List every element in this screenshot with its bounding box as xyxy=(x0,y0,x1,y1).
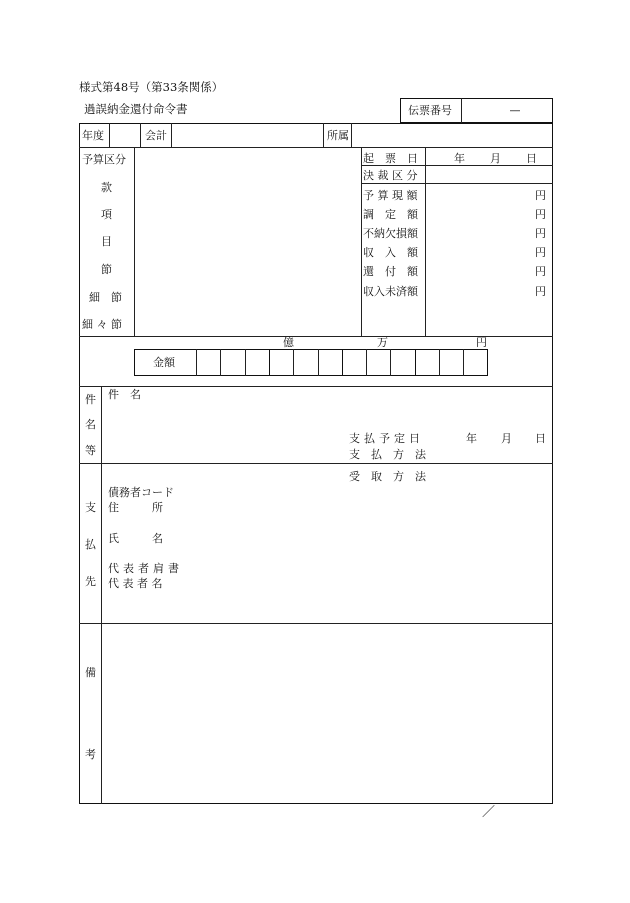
remarks-side-1: 備 xyxy=(85,666,96,679)
amount-row-unit: 円 xyxy=(535,227,546,240)
account-label: 会計 xyxy=(145,129,167,142)
subject-side-3: 等 xyxy=(85,444,96,457)
amount-label: 金額 xyxy=(153,356,175,369)
amount-row-unit: 円 xyxy=(535,189,546,202)
unit-oku: 億 xyxy=(283,336,294,349)
subject-side-2: 名 xyxy=(85,418,96,431)
payee-side-1: 支 xyxy=(85,501,96,514)
pay-year: 年 xyxy=(466,432,477,445)
amount-row-label: 予 算 現 額 xyxy=(363,189,418,202)
subject-side-1: 件 xyxy=(85,393,96,406)
unit-en: 円 xyxy=(476,336,487,349)
debtor-code-label: 債務者コード xyxy=(108,486,174,499)
budget-saisetsu: 細 節 xyxy=(89,291,122,304)
budget-kou: 項 xyxy=(101,208,112,221)
amount-row-label: 調 定 額 xyxy=(363,208,418,221)
slip-number-label: 伝票番号 xyxy=(408,104,452,117)
amount-row-unit: 円 xyxy=(535,285,546,298)
payee-side-3: 先 xyxy=(85,575,96,588)
rep-title-label: 代表者肩書 xyxy=(108,562,183,575)
pay-day: 日 xyxy=(535,432,546,445)
year-label: 年度 xyxy=(82,129,104,142)
amount-row-unit: 円 xyxy=(535,265,546,278)
amount-row-label: 収 入 額 xyxy=(363,246,418,259)
budget-saisaisetsu: 細 々 節 xyxy=(82,318,122,331)
footer-slash-mark: ／ xyxy=(482,805,496,820)
issue-day: 日 xyxy=(526,152,537,165)
receive-method-label: 受 取 方 法 xyxy=(349,470,426,483)
department-label: 所属 xyxy=(327,129,349,142)
amount-row-unit: 円 xyxy=(535,208,546,221)
pay-date-label: 支払予定日 xyxy=(349,432,424,445)
form-title: 過誤納金還付命令書 xyxy=(84,102,188,116)
settlement-label: 決 裁 区 分 xyxy=(363,169,418,182)
pay-month: 月 xyxy=(501,432,512,445)
remarks-side-2: 考 xyxy=(85,748,96,761)
payee-name-label: 氏 名 xyxy=(108,532,163,545)
amount-row-unit: 円 xyxy=(535,246,546,259)
budget-setsu: 節 xyxy=(101,263,112,276)
slip-number-value[interactable]: — xyxy=(509,104,521,117)
amount-row-label: 収入未済額 xyxy=(363,285,418,298)
form-number: 様式第48号（第33条関係） xyxy=(79,80,224,94)
issue-year: 年 xyxy=(454,152,465,165)
budget-moku: 目 xyxy=(101,235,112,248)
amount-row-label: 不納欠損額 xyxy=(363,227,418,240)
pay-method-label: 支 払 方 法 xyxy=(349,448,426,461)
payee-side-2: 払 xyxy=(85,538,96,551)
issue-date-label: 起 票 日 xyxy=(363,152,418,165)
amount-row-label: 還 付 額 xyxy=(363,265,418,278)
amount-box[interactable] xyxy=(134,349,488,376)
address-label: 住 所 xyxy=(108,501,163,514)
subject-name-label: 件 名 xyxy=(108,388,141,401)
budget-section-label: 予算区分 xyxy=(82,153,126,166)
unit-man: 万 xyxy=(377,336,388,349)
issue-month: 月 xyxy=(490,152,501,165)
budget-kan: 款 xyxy=(101,181,112,194)
rep-name-label: 代 表 者 名 xyxy=(108,577,163,590)
